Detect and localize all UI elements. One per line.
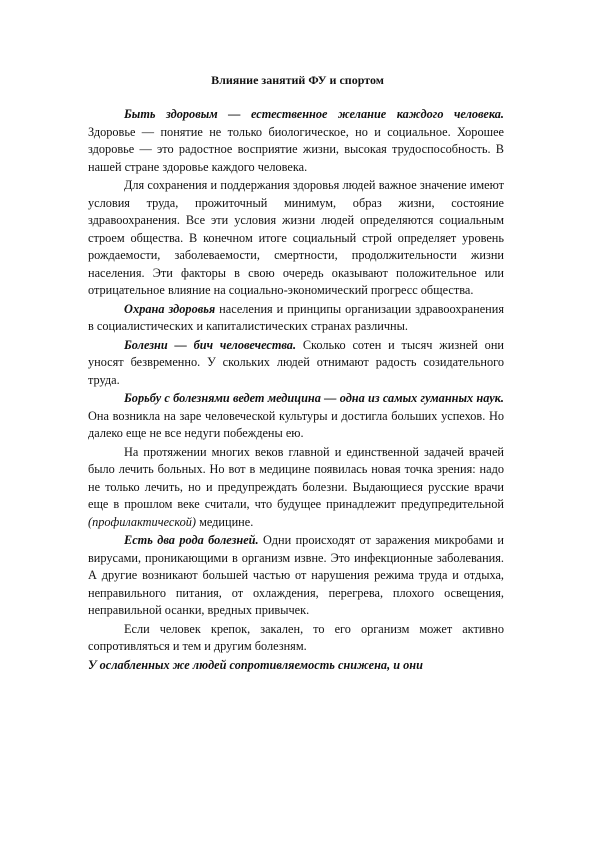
paragraph-tail: медицине.: [196, 514, 254, 529]
paragraph-lead: Быть здоровым — естественное желание каждого человека.: [124, 107, 504, 121]
paragraph-text: Одни происходят от заражения микробами и вирусами, проникающими в организм извне. Это инфекционные заболевания. А другие возникают большей частью от нарушения режима труда и отдыха, неправильного питания, от охлаждения, перегрева, плохого освещения, неправильной осанки, вредных привычек.: [88, 533, 504, 617]
paragraph-4: [88, 337, 504, 390]
paragraph-7: [88, 532, 504, 620]
paragraph-text: Она возникла на заре человеческой культуры и достигла больших успехов. Но далеко еще не все недуги побеждены ею.: [88, 408, 504, 440]
paragraph-1: [88, 106, 504, 176]
paragraph-lead: Охрана здоровья: [124, 301, 216, 316]
paragraph-lead: Борьбу с болезнями ведет медицина — одна из самых гуманных наук.: [124, 391, 504, 405]
paragraph-text: Если человек крепок, закален, то его организм может активно сопротивляться и тем и другим болезням.: [88, 621, 504, 653]
paragraph-lead: Болезни — бич человечества.: [124, 337, 297, 352]
paragraph-text: Здоровье — понятие не только биологическое, но и социальное. Хорошее здоровье — это радостное восприятие жизни, высокая трудоспособность. В нашей стране здоровье каждого человека.: [88, 124, 504, 174]
paragraph-text: Для сохранения и поддержания здоровья людей важное значение имеют условия труда, прожиточный минимум, образ жизни, состояние здравоохранения. Все эти условия жизни людей определяются социальным строем общества. В конечном итоге социальный строй определяет уровень рождаемости, заболеваемости, смертности, продолжительности жизни населения. Эти факторы в свою очередь оказывают положительное или отрицательное влияние на социально-экономический прогресс общества.: [88, 178, 504, 297]
paragraph-text: Сколько сотен и тысяч жизней они уносят безвременно. У скольких людей отнимают радость созидательного труда.: [88, 337, 504, 387]
paragraph-8: [88, 621, 504, 656]
paragraph-lead: У ослабленных же людей сопротивляемость снижена, и они: [88, 657, 423, 672]
document-body: [88, 106, 504, 675]
paragraph-9: [88, 657, 504, 675]
document-title: Влияние занятий ФУ и спортом: [211, 73, 384, 87]
paragraph-italic: (профилактической): [88, 514, 196, 529]
paragraph-5: [88, 390, 504, 443]
paragraph-text: населения и принципы организации здравоохранения в социалистических и капиталистических странах различны.: [88, 301, 504, 333]
paragraph-lead: Есть два рода болезней.: [124, 533, 259, 547]
paragraph-3: [88, 301, 504, 336]
paragraph-text: На протяжении многих веков главной и единственной задачей врачей было лечить больных. Но вот в медицине появилась новая точка зрения: надо не только лечить, но и предупреждать болезни. Выдающиеся русские врачи еще в прошлом веке считали, что будущее принадлежит предупредительной: [88, 444, 504, 511]
paragraph-2: [88, 177, 504, 300]
paragraph-6: [88, 444, 504, 532]
